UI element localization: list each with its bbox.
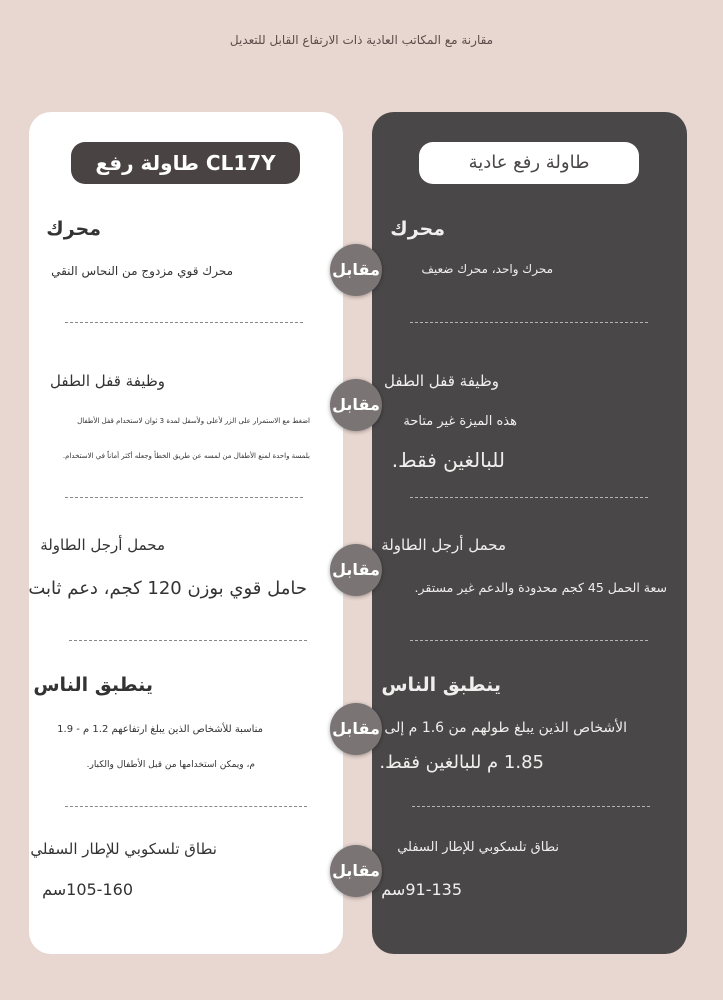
versus-badge: مقابل (330, 379, 382, 431)
divider (65, 322, 303, 323)
divider (65, 806, 307, 807)
range-text: 105-160سم (42, 880, 133, 899)
motor-title: محرك (46, 218, 101, 240)
child-lock-text-1: هذه الميزة غير متاحة (403, 414, 517, 429)
motor-text: محرك واحد، محرك ضعيف (421, 262, 553, 276)
range-title: نطاق تلسكوبي للإطار السفلي (30, 840, 217, 858)
people-text-2: 1.85 م للبالغين فقط. (379, 752, 544, 773)
divider (410, 322, 648, 323)
cl17y-header: طاولة رفع CL17Y (71, 142, 300, 184)
people-title: ينطبق الناس (381, 674, 501, 696)
versus-badge: مقابل (330, 244, 382, 296)
load-title: محمل أرجل الطاولة (40, 536, 165, 554)
versus-badge: مقابل (330, 845, 382, 897)
divider (410, 497, 648, 498)
load-text: حامل قوي بوزن 120 كجم، دعم ثابت (28, 578, 307, 599)
divider (410, 640, 648, 641)
child-lock-text-2: للبالغين فقط. (391, 448, 505, 472)
child-lock-title: وظيفة قفل الطفل (50, 372, 165, 390)
regular-desk-header: طاولة رفع عادية (419, 142, 639, 184)
divider (65, 497, 303, 498)
motor-text: محرك قوي مزدوج من النحاس النقي (51, 264, 233, 278)
cl17y-panel (29, 112, 343, 954)
people-text-2: م، ويمكن استخدامها من قبل الأطفال والكبار. (86, 760, 255, 770)
people-title: ينطبق الناس (33, 674, 153, 696)
child-lock-title: وظيفة قفل الطفل (384, 372, 499, 390)
range-text: 91-135سم (381, 880, 462, 899)
people-text-1: مناسبة للأشخاص الذين يبلغ ارتفاعهم 1.2 م - 1.9 (57, 724, 263, 735)
divider (412, 806, 650, 807)
versus-badge: مقابل (330, 703, 382, 755)
load-text: سعة الحمل 45 كجم محدودة والدعم غير مستقر. (414, 580, 667, 595)
load-title: محمل أرجل الطاولة (381, 536, 506, 554)
page-title: مقارنة مع المكاتب العادية ذات الارتفاع القابل للتعديل (229, 33, 494, 47)
range-title: نطاق تلسكوبي للإطار السفلي (397, 840, 559, 855)
motor-title: محرك (390, 218, 445, 240)
child-lock-text-1: اضغط مع الاستمرار على الزر لأعلى ولأسفل لمدة 3 ثوان لاستخدام قفل الأطفال (77, 417, 310, 425)
versus-badge: مقابل (330, 544, 382, 596)
people-text-1: الأشخاص الذين يبلغ طولهم من 1.6 م إلى (384, 720, 627, 736)
child-lock-text-2: بلمسة واحدة لمنع الأطفال من لمسه عن طريق الخطأ وجعله أكثر أماناً في الاستخدام. (62, 452, 310, 460)
regular-desk-panel (372, 112, 687, 954)
divider (69, 640, 307, 641)
